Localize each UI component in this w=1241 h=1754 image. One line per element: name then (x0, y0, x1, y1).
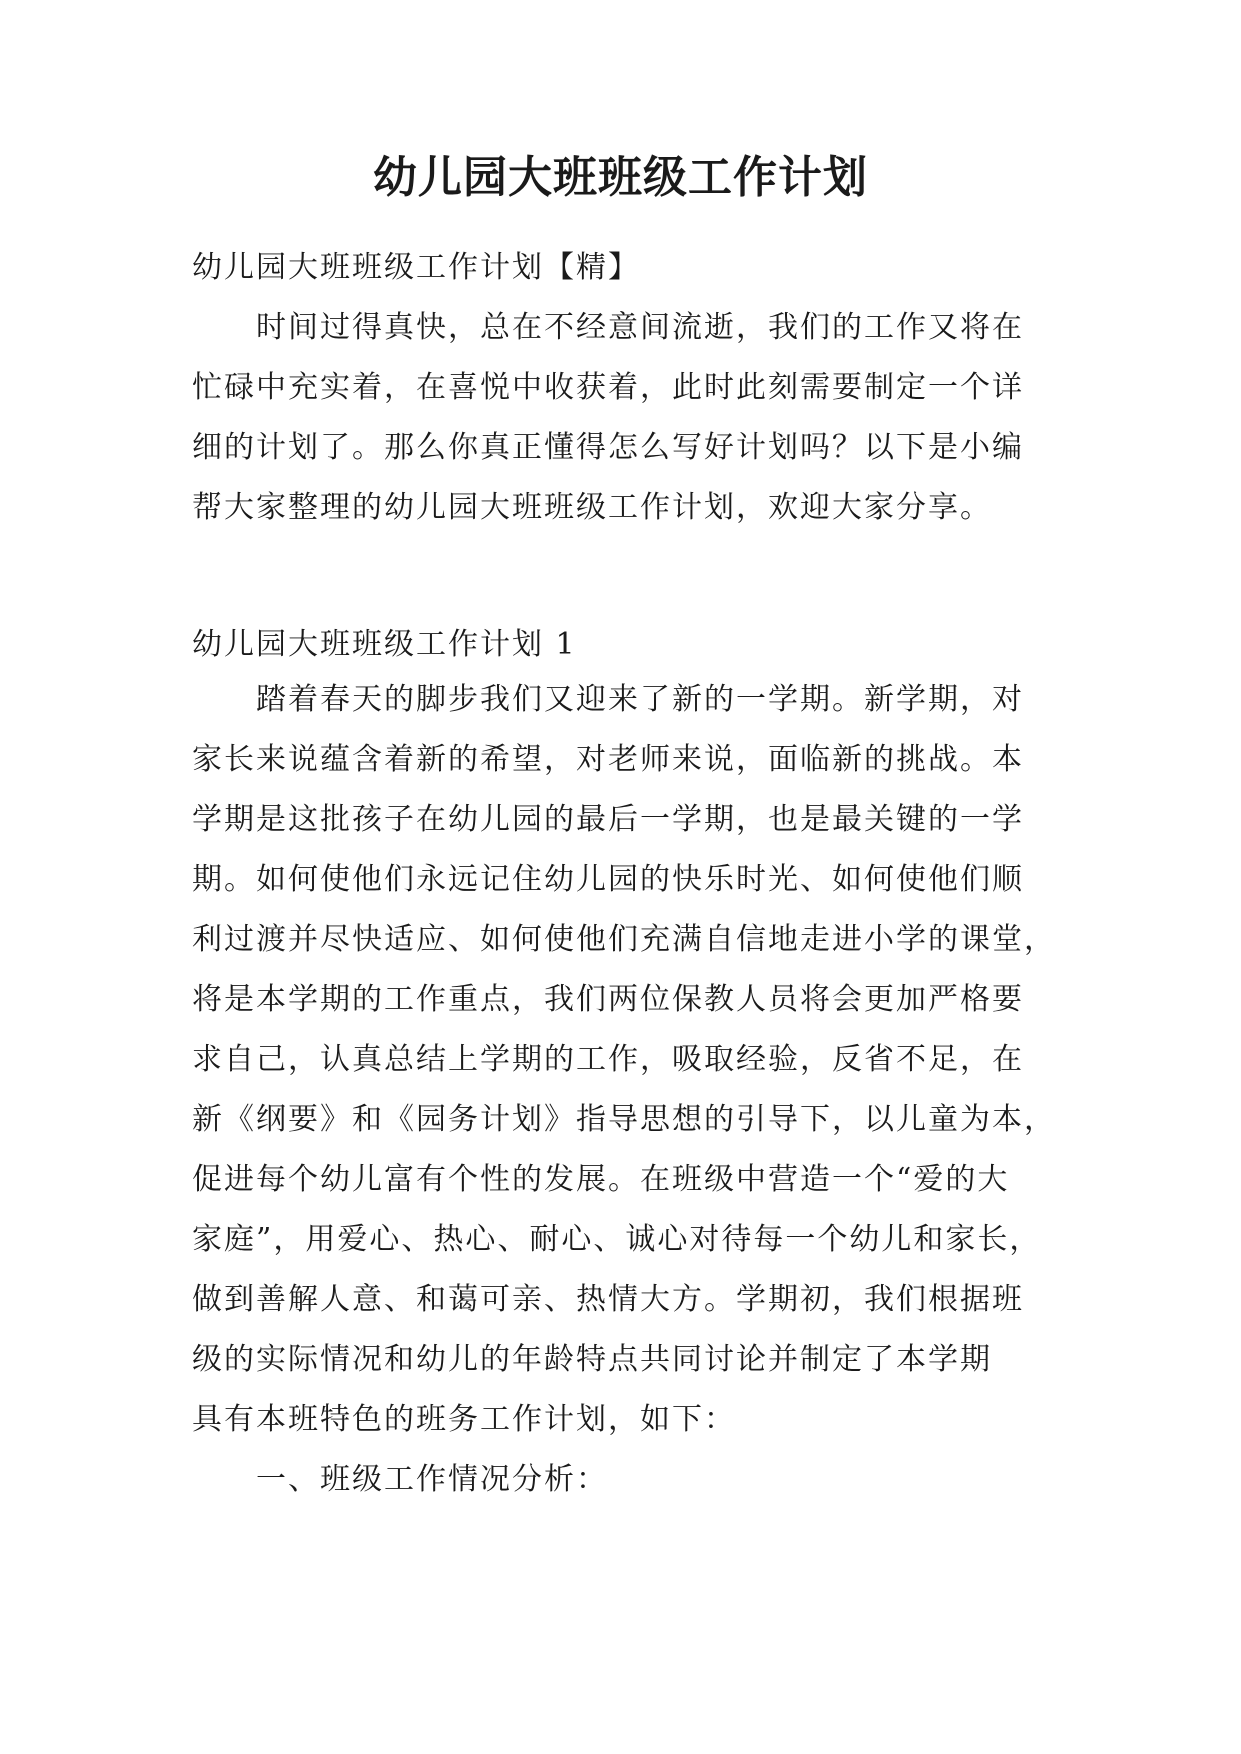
paragraph-line: 具有本班特色的班务工作计划，如下： (192, 1402, 736, 1437)
list-item-heading: 一、班级工作情况分析： (256, 1462, 608, 1497)
document-subtitle (192, 238, 1062, 298)
paragraph-line: 踏着春天的脚步我们又迎来了新的一学期。新学期，对 (256, 682, 1024, 717)
intro-paragraph (192, 298, 1062, 538)
section-paragraph (192, 670, 1062, 1510)
document-title: 幼儿园大班班级工作计划 (373, 152, 868, 203)
paragraph-line: 将是本学期的工作重点，我们两位保教人员将会更加严格要 (192, 982, 1024, 1017)
intro-line: 细的计划了。那么你真正懂得怎么写好计划吗？以下是小编 (192, 430, 1024, 465)
paragraph-line: 做到善解人意、和蔼可亲、热情大方。学期初，我们根据班 (192, 1282, 1024, 1317)
section-heading-text: 幼儿园大班班级工作计划 1 (192, 627, 577, 662)
paragraph-line: 级的实际情况和幼儿的年龄特点共同讨论并制定了本学期 (192, 1342, 992, 1377)
paragraph-line: 新《纲要》和《园务计划》指导思想的引导下，以儿童为本， (192, 1102, 1056, 1137)
paragraph-line: 家长来说蕴含着新的希望，对老师来说，面临新的挑战。本 (192, 742, 1024, 777)
paragraph-line: 学期是这批孩子在幼儿园的最后一学期，也是最关键的一学 (192, 802, 1024, 837)
paragraph-line: 期。如何使他们永远记住幼儿园的快乐时光、如何使他们顺 (192, 862, 1024, 897)
section-heading (192, 615, 1062, 675)
intro-line: 忙碌中充实着，在喜悦中收获着，此时此刻需要制定一个详 (192, 370, 1024, 405)
intro-line: 帮大家整理的幼儿园大班班级工作计划，欢迎大家分享。 (192, 490, 992, 525)
intro-line: 时间过得真快，总在不经意间流逝，我们的工作又将在 (256, 310, 1024, 345)
paragraph-line: 家庭”，用爱心、热心、耐心、诚心对待每一个幼儿和家长， (192, 1222, 1042, 1257)
paragraph-line: 促进每个幼儿富有个性的发展。在班级中营造一个“爱的大 (192, 1162, 1010, 1197)
subtitle-text: 幼儿园大班班级工作计划【精】 (192, 250, 640, 285)
paragraph-line: 利过渡并尽快适应、如何使他们充满自信地走进小学的课堂， (192, 922, 1056, 957)
paragraph-line: 求自己，认真总结上学期的工作，吸取经验，反省不足，在 (192, 1042, 1024, 1077)
